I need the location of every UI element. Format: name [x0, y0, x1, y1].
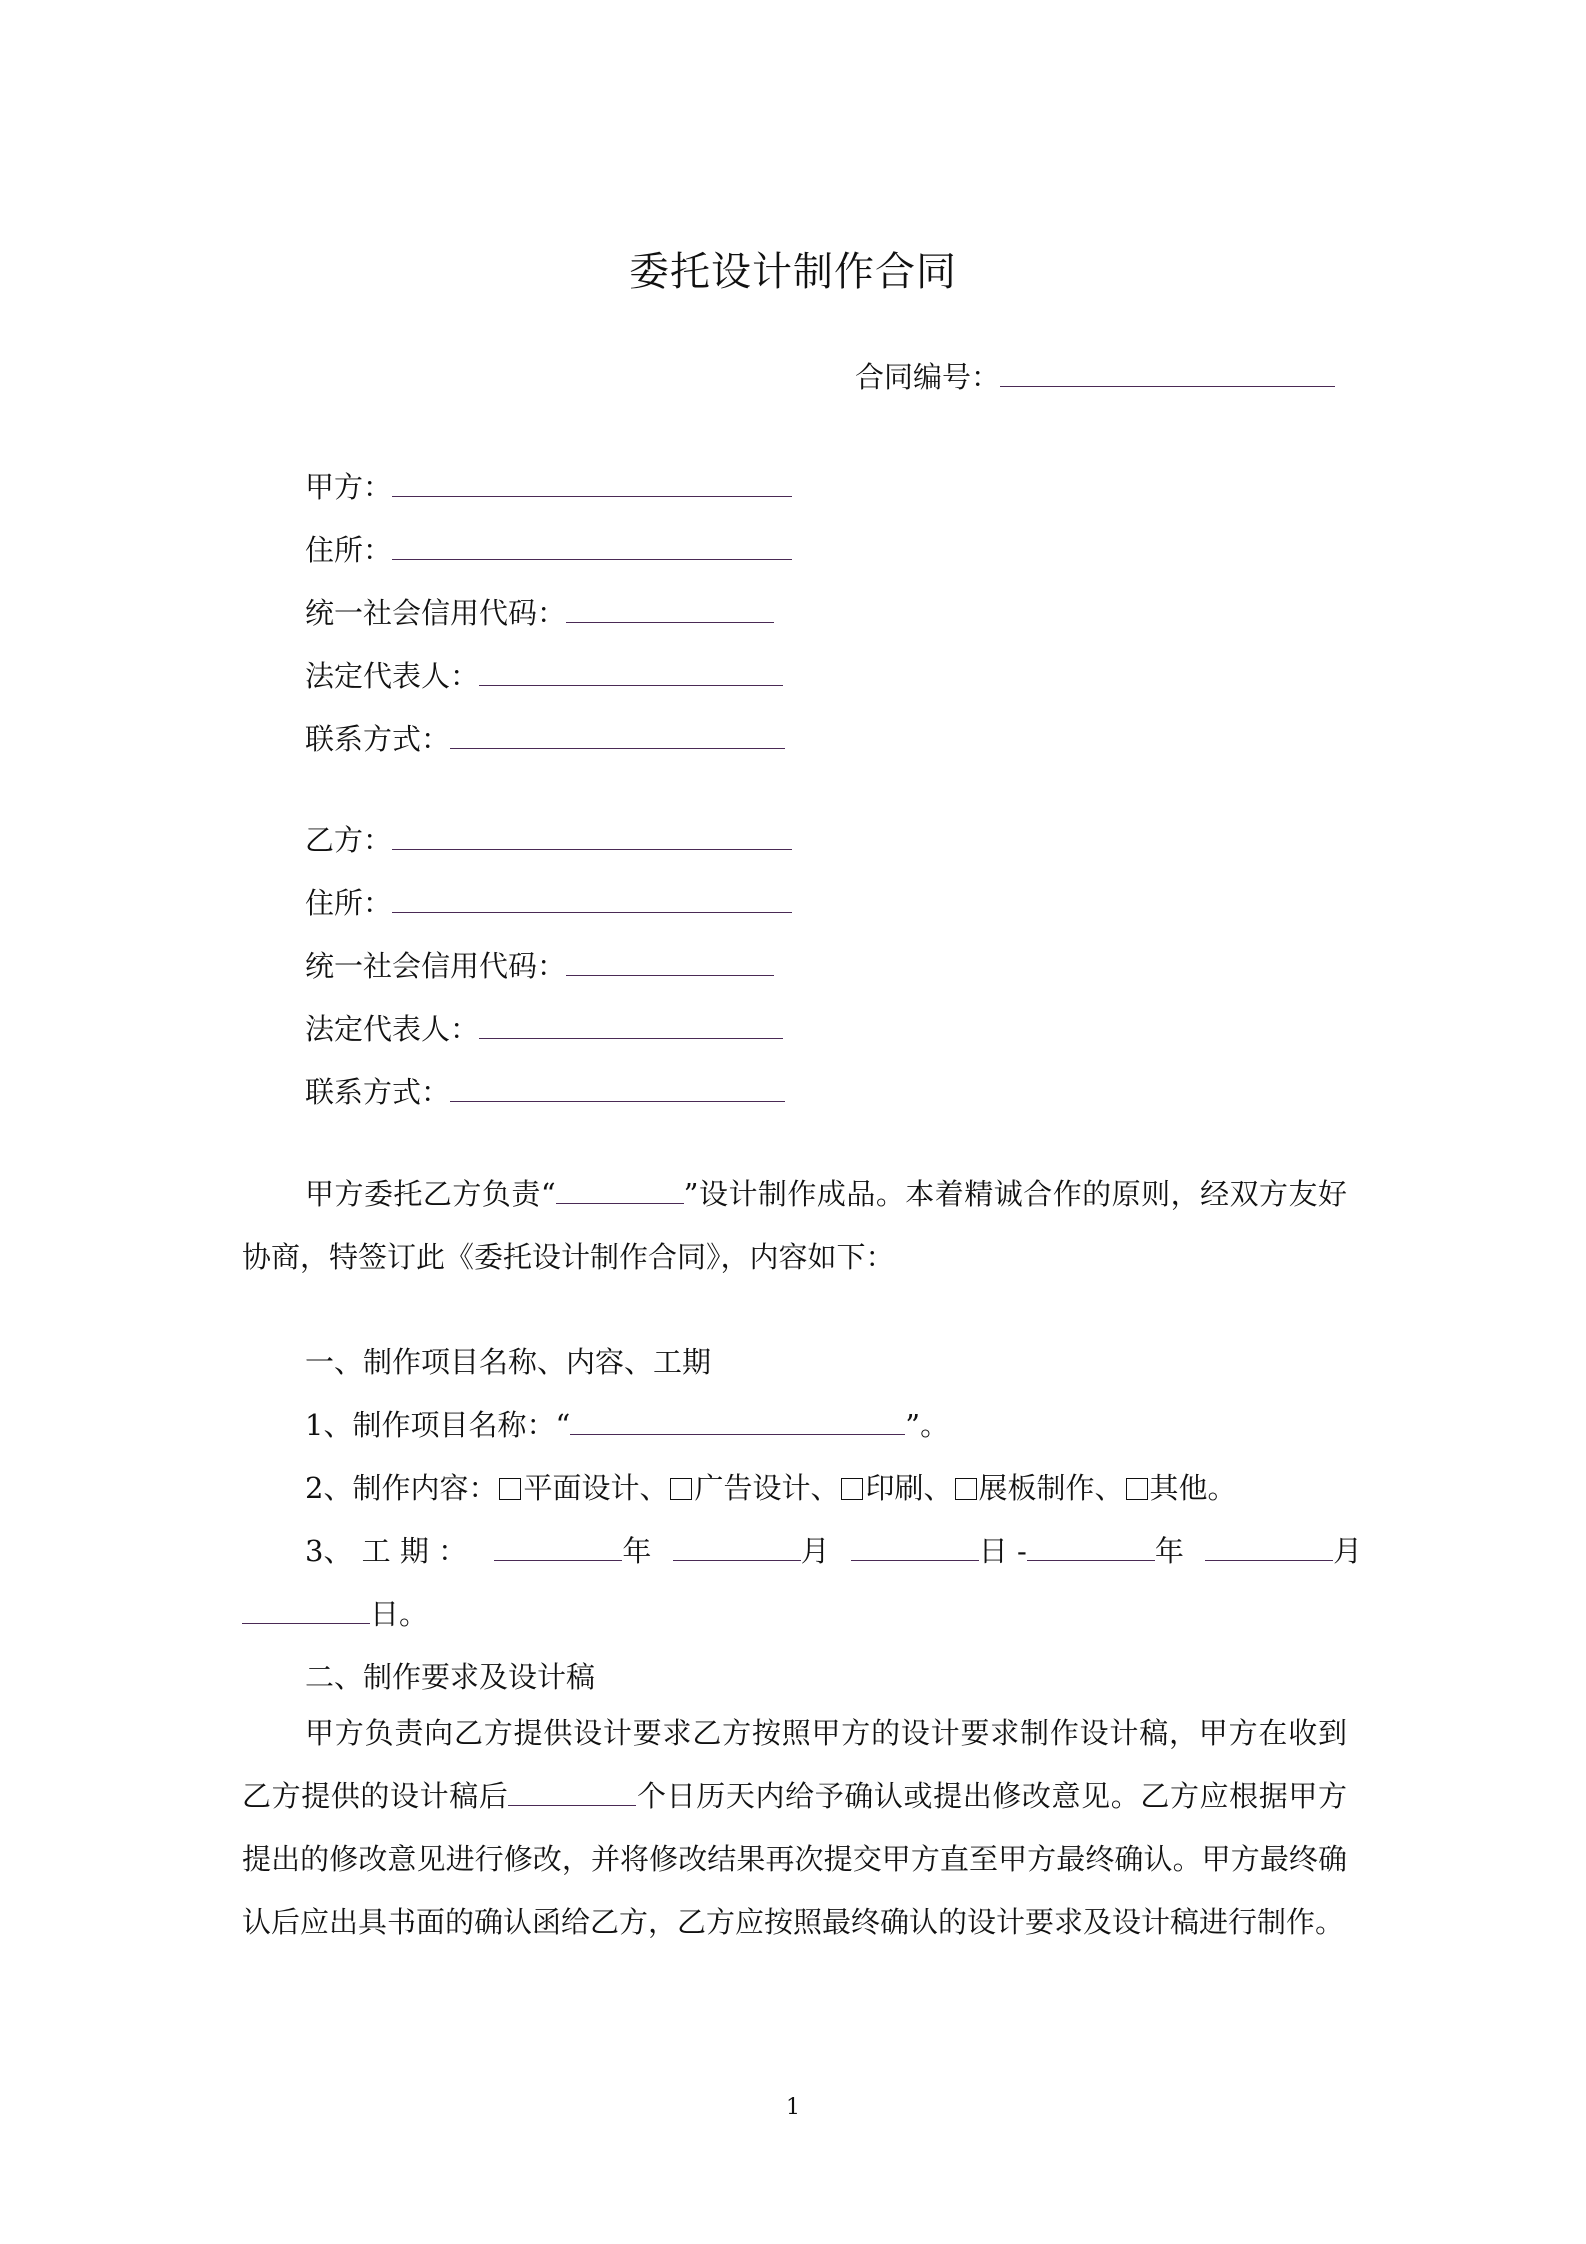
- option-5-checkbox[interactable]: [1126, 1478, 1148, 1500]
- section-2-part2: 个日历天内给予确认或提出修改意见。乙方应根据甲方提出的修改意见进行修改，并将修改结果再次提交甲方直至甲方最终确认。甲方最终确认后应出具书面的确认函给乙方，乙方应按照最终确认的设计要求及设计稿进行制作。: [242, 1779, 1347, 1939]
- party-a-contact-label: 联系方式：: [305, 722, 451, 756]
- party-a-name-row: [305, 465, 792, 506]
- section-1-item-2: [305, 1466, 1237, 1507]
- end-year-label: 年: [1154, 1534, 1184, 1568]
- party-b-name-blank[interactable]: [392, 848, 792, 850]
- party-b-credit-code-row: [305, 944, 774, 985]
- party-a-legal-rep-row: [305, 654, 783, 695]
- party-a-legal-rep-blank[interactable]: [479, 684, 783, 686]
- section-1-item-1: [305, 1403, 949, 1444]
- item-3-label: 3、 工 期 ：: [305, 1534, 468, 1568]
- party-a-address-label: 住所：: [305, 533, 393, 567]
- intro-paragraph: [242, 1163, 1347, 1289]
- party-b-credit-code-label: 统一社会信用代码：: [305, 949, 567, 983]
- item-2-prefix: 2、制作内容：: [305, 1471, 498, 1505]
- party-a-credit-code-row: [305, 591, 774, 632]
- page-number: 1: [786, 2095, 800, 2120]
- party-b-contact-label: 联系方式：: [305, 1075, 451, 1109]
- date-range-dash: -: [1017, 1534, 1027, 1568]
- option-5-label: 其他。: [1149, 1471, 1237, 1505]
- confirm-days-blank[interactable]: [508, 1804, 636, 1806]
- section-1-item-3: [305, 1529, 1362, 1570]
- option-2-label: 广告设计、: [694, 1471, 840, 1505]
- start-month-label: 月: [800, 1534, 830, 1568]
- party-a-name-blank[interactable]: [392, 495, 792, 497]
- party-a-address-row: [305, 528, 792, 569]
- intro-project-blank[interactable]: [556, 1202, 684, 1204]
- end-month-blank[interactable]: [1205, 1559, 1333, 1561]
- end-day-label: 日。: [370, 1597, 429, 1631]
- party-b-legal-rep-label: 法定代表人：: [305, 1012, 480, 1046]
- section-2-part1: 甲方负责向乙方提供设计要求乙方按照甲方的设计要求制作设计稿，甲方在收到乙方提供的设计稿后: [242, 1716, 1347, 1813]
- party-a-contact-row: [305, 717, 785, 758]
- option-2-checkbox[interactable]: [670, 1478, 692, 1500]
- section-1-heading: 一、制作项目名称、内容、工期: [305, 1345, 712, 1379]
- start-day-label: 日: [978, 1534, 1008, 1568]
- end-day-blank[interactable]: [242, 1622, 370, 1624]
- section-2-heading: 二、制作要求及设计稿: [305, 1660, 596, 1694]
- start-year-label: 年: [622, 1534, 652, 1568]
- party-b-legal-rep-blank[interactable]: [479, 1037, 783, 1039]
- section-1-item-3-continued: [242, 1592, 428, 1633]
- item-1-suffix: ”。: [905, 1408, 950, 1442]
- option-3-label: 印刷、: [865, 1471, 953, 1505]
- party-a-address-blank[interactable]: [392, 558, 792, 560]
- party-a-name-label: 甲方：: [305, 470, 393, 504]
- party-a-contact-blank[interactable]: [450, 747, 785, 749]
- option-1-label: 平面设计、: [523, 1471, 669, 1505]
- party-b-name-label: 乙方：: [305, 823, 393, 857]
- intro-part2: ”设计制作成品。本着精诚合作的原则，经双方友好协商，特签订此《委托设计制作合同》，内容如下：: [242, 1177, 1348, 1274]
- intro-part1: 甲方委托乙方负责“: [305, 1177, 556, 1211]
- start-month-blank[interactable]: [673, 1559, 801, 1561]
- project-name-blank[interactable]: [570, 1433, 905, 1435]
- contract-number-row: [855, 355, 1335, 396]
- option-4-checkbox[interactable]: [955, 1478, 977, 1500]
- option-1-checkbox[interactable]: [499, 1478, 521, 1500]
- party-a-credit-code-label: 统一社会信用代码：: [305, 596, 567, 630]
- contract-number-label: 合同编号：: [855, 360, 1001, 394]
- party-b-address-row: [305, 881, 792, 922]
- section-2-paragraph: [242, 1702, 1347, 1954]
- party-b-contact-row: [305, 1070, 785, 1111]
- end-year-blank[interactable]: [1027, 1559, 1155, 1561]
- contract-number-blank[interactable]: [1000, 385, 1335, 387]
- party-a-legal-rep-label: 法定代表人：: [305, 659, 480, 693]
- party-b-name-row: [305, 818, 792, 859]
- start-day-blank[interactable]: [851, 1559, 979, 1561]
- option-4-label: 展板制作、: [978, 1471, 1124, 1505]
- party-b-contact-blank[interactable]: [450, 1100, 785, 1102]
- item-1-prefix: 1、制作项目名称：“: [305, 1408, 571, 1442]
- party-a-credit-code-blank[interactable]: [566, 621, 774, 623]
- end-month-label: 月: [1333, 1534, 1363, 1568]
- party-b-address-blank[interactable]: [392, 911, 792, 913]
- start-year-blank[interactable]: [494, 1559, 622, 1561]
- party-b-address-label: 住所：: [305, 886, 393, 920]
- party-b-legal-rep-row: [305, 1007, 783, 1048]
- party-b-credit-code-blank[interactable]: [566, 974, 774, 976]
- option-3-checkbox[interactable]: [841, 1478, 863, 1500]
- document-title: 委托设计制作合同: [629, 249, 957, 295]
